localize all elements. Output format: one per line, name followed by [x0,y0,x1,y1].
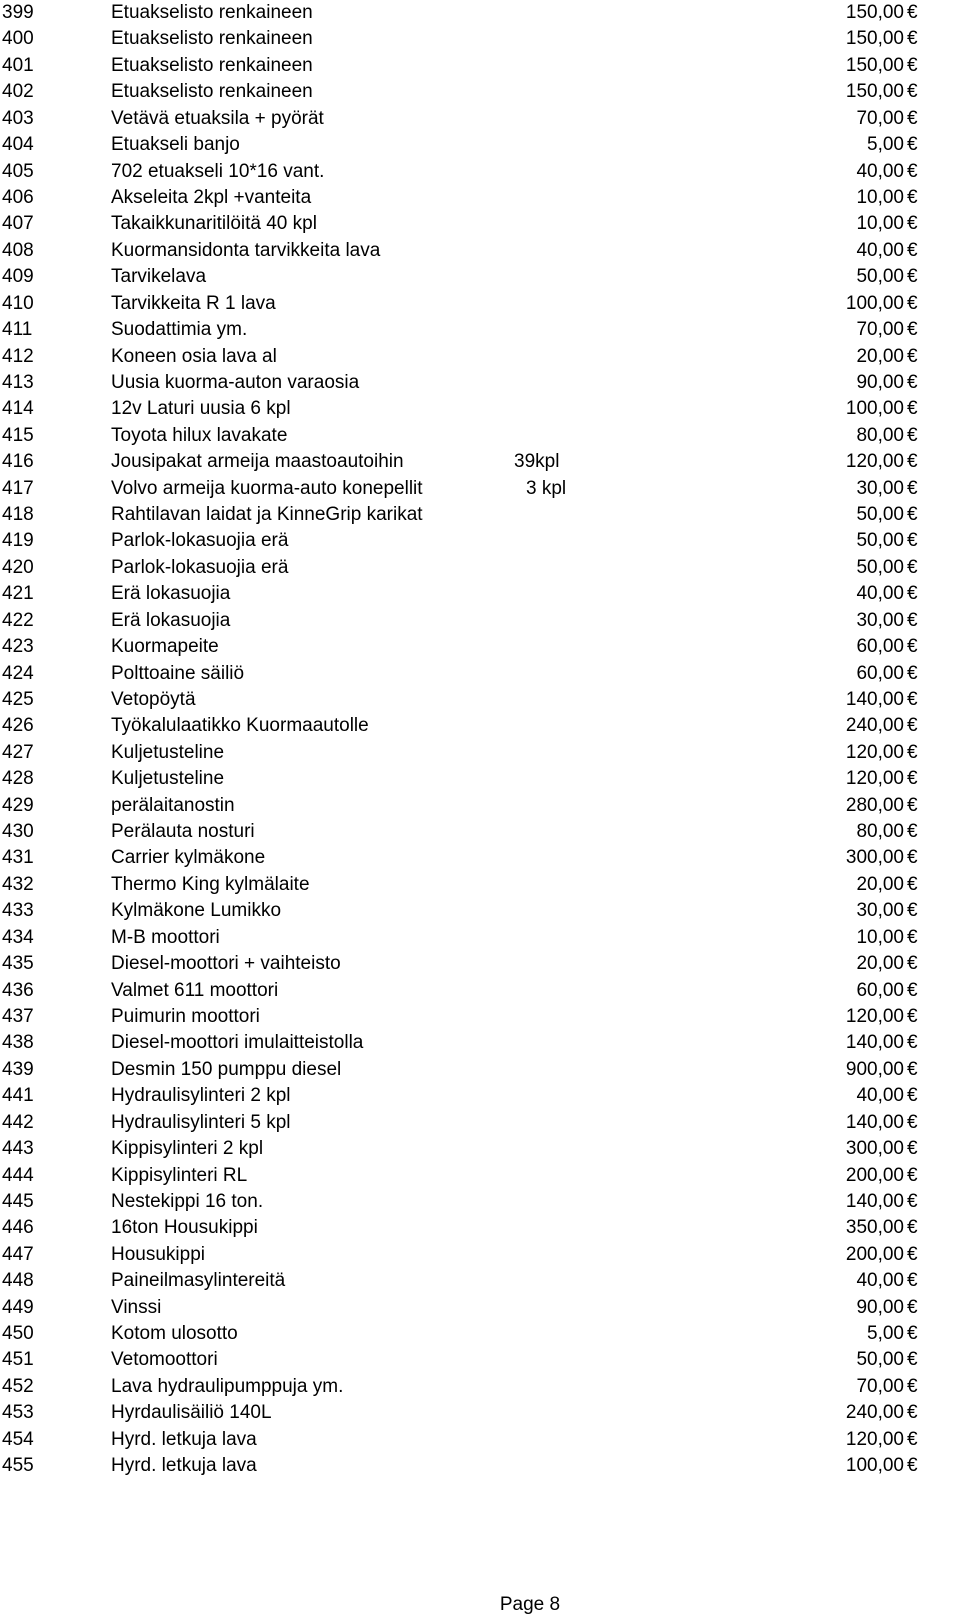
item-number: 400 [2,28,34,50]
list-item [0,449,960,475]
item-amount: 70,00 [856,319,904,340]
item-amount: 240,00 [845,715,904,737]
item-quantity: 39kpl [514,451,560,473]
euro-symbol: € [907,662,918,684]
list-item [0,819,960,845]
item-number: 453 [2,1402,34,1424]
item-description: Jousipakat armeija maastoautoihin [111,451,404,473]
euro-symbol: € [907,1349,918,1371]
item-description: Kuljetusteline [111,768,225,790]
item-description: Erä lokasuojia [111,583,231,605]
list-item [0,1057,960,1083]
list-item [0,396,960,422]
item-amount: 40,00 [856,1270,904,1292]
item-number: 429 [2,794,34,816]
item-description: Tarvikkeita R 1 lava [111,292,276,314]
list-item [0,1030,960,1056]
item-amount: 140,00 [845,688,904,710]
item-description: Akseleita 2kpl +vanteita [111,186,312,208]
item-description: Etuakselisto renkaineen [111,28,313,50]
euro-symbol: € [907,530,918,552]
list-item [0,1004,960,1030]
item-description: Hyrdaulisäiliö 140L [111,1402,272,1424]
item-amount: 300,00 [845,1138,904,1160]
item-number: 417 [2,477,34,499]
item-number: 454 [2,1428,34,1450]
item-number: 399 [2,2,34,23]
euro-symbol: € [907,1085,918,1107]
item-description: Rahtilavan laidat ja KinneGrip karikat [111,504,423,525]
item-amount: 120,00 [845,1428,904,1450]
item-description: Diesel-moottori imulaitteistolla [111,1032,364,1054]
item-number: 420 [2,556,34,578]
euro-symbol: € [907,371,918,393]
euro-symbol: € [907,688,918,710]
item-amount: 240,00 [845,1402,904,1424]
item-amount: 20,00 [856,345,904,367]
item-number: 443 [2,1138,34,1160]
item-amount: 100,00 [845,398,904,420]
euro-symbol: € [907,239,918,261]
euro-symbol: € [907,821,918,842]
list-item [0,978,960,1004]
euro-symbol: € [907,715,918,737]
item-amount: 350,00 [845,1217,904,1239]
item-number: 442 [2,1111,34,1133]
euro-symbol: € [907,54,918,76]
euro-symbol: € [907,186,918,208]
item-description: Toyota hilux lavakate [111,424,288,446]
item-number: 427 [2,741,34,763]
item-number: 444 [2,1164,34,1186]
item-number: 428 [2,768,34,790]
item-number: 430 [2,821,34,842]
item-description: Uusia kuorma-auton varaosia [111,371,360,393]
item-description: Nestekippi 16 ton. [111,1190,264,1212]
item-quantity: 3 kpl [526,477,567,499]
item-number: 433 [2,900,34,922]
euro-symbol: € [907,636,918,658]
item-amount: 900,00 [845,1058,904,1080]
list-item [0,872,960,898]
item-amount: 100,00 [845,292,904,314]
euro-symbol: € [907,900,918,922]
list-item [0,1083,960,1109]
item-amount: 50,00 [856,530,904,552]
item-amount: 40,00 [856,583,904,605]
item-number: 432 [2,873,34,895]
item-number: 434 [2,926,34,948]
list-item [0,1427,960,1453]
euro-symbol: € [907,477,918,499]
item-amount: 70,00 [856,107,904,129]
item-description: Paineilmasylintereitä [111,1270,286,1292]
item-amount: 140,00 [845,1032,904,1054]
euro-symbol: € [907,1190,918,1212]
item-amount: 40,00 [856,1085,904,1107]
list-item [0,211,960,237]
euro-symbol: € [907,794,918,816]
item-number: 445 [2,1190,34,1212]
item-amount: 5,00 [867,1323,904,1344]
euro-symbol: € [907,1138,918,1160]
item-description: Työkalulaatikko Kuormaautolle [111,715,369,737]
item-description: Desmin 150 pumppu diesel [111,1058,342,1080]
euro-symbol: € [907,266,918,288]
euro-symbol: € [907,556,918,578]
item-amount: 120,00 [845,768,904,790]
euro-symbol: € [907,609,918,631]
item-description: Valmet 611 moottori [111,979,279,1001]
item-amount: 30,00 [856,477,904,499]
item-description: Volvo armeija kuorma-auto konepellit [111,477,423,499]
euro-symbol: € [907,134,918,156]
item-amount: 90,00 [856,1296,904,1318]
item-description: Carrier kylmäkone [111,847,266,869]
item-number: 431 [2,847,34,869]
item-number: 441 [2,1085,34,1107]
item-amount: 200,00 [845,1243,904,1265]
list-item [0,370,960,396]
item-description: 12v Laturi uusia 6 kpl [111,398,291,420]
item-description: Vetomoottori [111,1349,218,1371]
item-description: Puimurin moottori [111,1006,260,1027]
item-amount: 20,00 [856,953,904,975]
list-item [0,291,960,317]
item-amount: 140,00 [845,1111,904,1133]
item-description: Hydraulisylinteri 5 kpl [111,1111,291,1133]
item-number: 446 [2,1217,34,1239]
euro-symbol: € [907,292,918,314]
list-item [0,740,960,766]
euro-symbol: € [907,345,918,367]
item-description: Kylmäkone Lumikko [111,900,282,922]
item-amount: 50,00 [856,1349,904,1371]
list-item [0,344,960,370]
euro-symbol: € [907,1296,918,1318]
item-number: 435 [2,953,34,975]
item-description: Thermo King kylmälaite [111,873,310,895]
item-amount: 40,00 [856,239,904,261]
list-item [0,687,960,713]
euro-symbol: € [907,28,918,50]
item-number: 403 [2,107,34,129]
list-item [0,238,960,264]
list-item [0,1189,960,1215]
item-amount: 5,00 [867,134,904,156]
item-description: Polttoaine säiliö [111,662,245,684]
euro-symbol: € [907,1270,918,1292]
item-description: Kotom ulosotto [111,1323,238,1344]
euro-symbol: € [907,1402,918,1424]
item-amount: 10,00 [856,186,904,208]
item-description: Tarvikelava [111,266,207,288]
euro-symbol: € [907,741,918,763]
list-item [0,634,960,660]
euro-symbol: € [907,1217,918,1239]
item-amount: 120,00 [845,741,904,763]
item-amount: 30,00 [856,900,904,922]
item-number: 450 [2,1323,34,1344]
list-item [0,1110,960,1136]
item-amount: 60,00 [856,662,904,684]
list-item [0,528,960,554]
item-number: 413 [2,371,34,393]
list-item [0,608,960,634]
euro-symbol: € [907,979,918,1001]
item-amount: 150,00 [845,81,904,103]
euro-symbol: € [907,504,918,525]
item-number: 438 [2,1032,34,1054]
item-number: 424 [2,662,34,684]
item-amount: 70,00 [856,1375,904,1397]
list-item [0,1374,960,1400]
euro-symbol: € [907,1058,918,1080]
item-number: 421 [2,583,34,605]
list-item [0,476,960,502]
euro-symbol: € [907,953,918,975]
euro-symbol: € [907,2,918,23]
list-item [0,317,960,343]
item-description: M-B moottori [111,926,220,948]
item-number: 422 [2,609,34,631]
item-description: Parlok-lokasuojia erä [111,556,289,578]
item-description: Etuakselisto renkaineen [111,81,313,103]
list-item [0,79,960,105]
list-item [0,53,960,79]
item-amount: 90,00 [856,371,904,393]
item-number: 409 [2,266,34,288]
list-item [0,925,960,951]
item-number: 415 [2,424,34,446]
item-amount: 60,00 [856,636,904,658]
item-number: 451 [2,1349,34,1371]
item-number: 436 [2,979,34,1001]
item-amount: 120,00 [845,451,904,473]
list-item [0,661,960,687]
item-description: Suodattimia ym. [111,319,248,340]
item-description: Takaikkunaritilöitä 40 kpl [111,213,317,235]
list-item [0,1268,960,1294]
item-number: 423 [2,636,34,658]
item-description: Kuormansidonta tarvikkeita lava [111,239,381,261]
item-number: 449 [2,1296,34,1318]
euro-symbol: € [907,1111,918,1133]
list-item [0,1453,960,1479]
euro-symbol: € [907,1428,918,1450]
euro-symbol: € [907,1032,918,1054]
item-amount: 40,00 [856,160,904,182]
item-number: 406 [2,186,34,208]
item-amount: 150,00 [845,2,904,23]
item-description: Vetopöytä [111,688,196,710]
item-description: Koneen osia lava al [111,345,277,367]
list-item [0,1400,960,1426]
item-number: 418 [2,504,34,525]
list-item [0,1215,960,1241]
list-item [0,1295,960,1321]
list-item [0,185,960,211]
euro-symbol: € [907,398,918,420]
euro-symbol: € [907,1323,918,1344]
list-item [0,555,960,581]
item-amount: 50,00 [856,504,904,525]
list-item [0,106,960,132]
euro-symbol: € [907,1243,918,1265]
item-number: 402 [2,81,34,103]
page-number: Page 8 [499,1594,561,1615]
list-item [0,26,960,52]
item-number: 412 [2,345,34,367]
item-amount: 150,00 [845,28,904,50]
list-item [0,1321,960,1347]
euro-symbol: € [907,1164,918,1186]
item-amount: 20,00 [856,873,904,895]
item-description: perälaitanostin [111,794,235,816]
item-number: 404 [2,134,34,156]
list-item [0,581,960,607]
list-item [0,713,960,739]
euro-symbol: € [907,1375,918,1397]
list-item [0,845,960,871]
item-amount: 80,00 [856,821,904,842]
item-amount: 50,00 [856,556,904,578]
euro-symbol: € [907,1455,918,1477]
item-number: 419 [2,530,34,552]
list-item [0,898,960,924]
list-item [0,264,960,290]
item-description: Vetävä etuaksila + pyörät [111,107,324,129]
item-number: 416 [2,451,34,473]
euro-symbol: € [907,873,918,895]
item-description: Hydraulisylinteri 2 kpl [111,1085,291,1107]
list-item [0,132,960,158]
list-item [0,766,960,792]
euro-symbol: € [907,847,918,869]
item-amount: 10,00 [856,213,904,235]
item-amount: 30,00 [856,609,904,631]
euro-symbol: € [907,107,918,129]
item-description: Kippisylinteri 2 kpl [111,1138,264,1160]
item-amount: 100,00 [845,1455,904,1477]
list-item [0,0,960,26]
list-item [0,1163,960,1189]
item-amount: 200,00 [845,1164,904,1186]
list-item [0,1242,960,1268]
list-item [0,502,960,528]
euro-symbol: € [907,319,918,340]
item-amount: 280,00 [845,794,904,816]
item-number: 405 [2,160,34,182]
euro-symbol: € [907,1006,918,1027]
list-item [0,1136,960,1162]
item-description: Lava hydraulipumppuja ym. [111,1375,344,1397]
euro-symbol: € [907,424,918,446]
item-number: 452 [2,1375,34,1397]
item-number: 447 [2,1243,34,1265]
euro-symbol: € [907,768,918,790]
item-amount: 300,00 [845,847,904,869]
item-description: Kippisylinteri RL [111,1164,248,1186]
euro-symbol: € [907,583,918,605]
item-description: Parlok-lokasuojia erä [111,530,289,552]
item-description: Housukippi [111,1243,205,1265]
item-description: Hyrd. letkuja lava [111,1455,257,1477]
item-amount: 120,00 [845,1006,904,1027]
item-description: Diesel-moottori + vaihteisto [111,953,341,975]
item-number: 439 [2,1058,34,1080]
item-number: 425 [2,688,34,710]
item-description: Perälauta nosturi [111,821,255,842]
item-number: 448 [2,1270,34,1292]
item-description: Hyrd. letkuja lava [111,1428,257,1450]
item-description: Kuormapeite [111,636,219,658]
list-item [0,159,960,185]
item-amount: 150,00 [845,54,904,76]
list-item [0,951,960,977]
list-item [0,1347,960,1373]
item-number: 411 [2,319,33,340]
item-description: Etuakseli banjo [111,134,240,156]
item-number: 455 [2,1455,34,1477]
item-amount: 60,00 [856,979,904,1001]
euro-symbol: € [907,213,918,235]
item-number: 407 [2,213,34,235]
item-number: 408 [2,239,34,261]
item-description: Erä lokasuojia [111,609,231,631]
list-item [0,423,960,449]
item-number: 414 [2,398,34,420]
item-description: Etuakselisto renkaineen [111,2,313,23]
item-number: 410 [2,292,34,314]
item-amount: 50,00 [856,266,904,288]
list-item [0,793,960,819]
item-description: 702 etuakseli 10*16 vant. [111,160,325,182]
item-number: 401 [2,54,34,76]
item-number: 437 [2,1006,34,1027]
item-description: 16ton Housukippi [111,1217,258,1239]
euro-symbol: € [907,926,918,948]
item-amount: 10,00 [856,926,904,948]
item-amount: 140,00 [845,1190,904,1212]
item-description: Kuljetusteline [111,741,225,763]
item-number: 426 [2,715,34,737]
euro-symbol: € [907,160,918,182]
item-description: Vinssi [111,1296,162,1318]
item-amount: 80,00 [856,424,904,446]
euro-symbol: € [907,451,918,473]
euro-symbol: € [907,81,918,103]
item-description: Etuakselisto renkaineen [111,54,313,76]
